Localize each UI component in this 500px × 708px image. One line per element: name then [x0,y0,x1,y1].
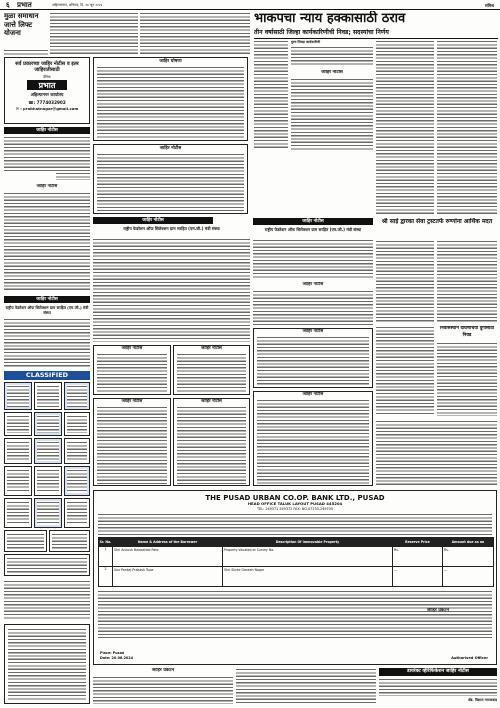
notice-box [173,398,250,486]
bank-table [98,537,494,587]
masthead [0,0,500,10]
classified-ad [64,438,90,464]
notice-box [93,398,171,486]
classified-ad [34,382,62,410]
classified-ad [34,412,62,436]
main-headline: भाकपचा न्याय हक्कासाठी ठराव [254,11,406,26]
notice-header: जाहिर नोटीस [4,127,90,134]
table-header: Sr. No. [99,537,113,546]
table-cell: 2 [99,566,113,586]
bank-notice [93,490,497,665]
classified-ad [4,554,90,576]
bank-subtitle: HEAD OFFICE TALUK LAYOUT PUSAD 445204 [247,501,343,506]
classified-ad [49,530,90,552]
bank-intro-text [98,513,492,535]
right-story-subheadline: निवासस्थान दोघणाचर्या दुर्गासाठी निवड [439,326,495,338]
ghoshana-header: जाहिर घोषणा [159,59,182,64]
table-cell: Sau Pankaj Prakash Tupe [113,566,223,586]
ad-line1: सर्व प्रकारच्या जाहिर नोटीस व इतर जाहिरातीसाठी [15,61,79,73]
notice-text [4,136,90,172]
classified-ad [4,498,32,528]
bank-date: Date: 20.06.2024 [100,655,134,660]
ghoshana-box [93,57,248,141]
classified-ad [64,466,90,496]
notice-text [4,318,90,368]
bank-signatory: Authorised Officer [451,655,488,660]
notice-text [253,239,373,279]
table-row [99,546,494,566]
table-header: Name & Address of the Borrower [113,537,223,546]
notice-header: जाहिर नोटीस [4,296,90,303]
classified-ad [34,466,62,496]
notice-box [93,144,248,214]
notice-text [93,238,250,342]
bank-name: THE PUSAD URBAN CO.OP. BANK LTD., PUSAD [205,494,385,502]
article-text [376,326,434,416]
notice-text [4,580,90,620]
table-cell: 1 [99,546,113,566]
classified-ad [64,498,90,528]
ad-line3: अहिल्यानगर कार्यालय [30,92,64,98]
article-text [437,40,497,216]
article-text [254,40,288,150]
classified-ad [4,438,32,464]
bottom-right-title: डायरेक्ट व्हेरिफिकेशन जाहिर नोटीस [379,668,497,676]
company-title: राष्ट्रीय फेडरेशन ऑफ सिलेक्शन ग्राम सरहित (एम.जी.) मंत्री संस्था [123,226,220,231]
advocate-name: ॲड. विशाल गायकवाड [467,698,497,702]
company-title: राष्ट्रीय फेडरेशन ऑफ सिलेक्शन ग्राम सरहित (एम.जी.) मंत्री संस्था [5,305,89,315]
notice-header: जाहिर नोटीस [302,329,324,334]
company-title: राष्ट्रीय फेडरेशन ऑफ सिलेक्शन ग्राम सरहित (एम.जी.) मंत्री संस्था [264,227,362,232]
table-row [99,566,494,586]
top-left-headline: मुळा समाधान जात्ते लिफ्ट योजना [4,12,39,37]
right-story-headline: श्री साई द्वारका सेवा ट्रस्टतर्फे रुग्णांना आर्थिक मदत [381,218,493,225]
ghoshana-text [97,66,244,138]
paper-name: प्रभात [17,1,32,9]
table-cell: Rs. [393,546,443,566]
section-header: जाहिर नोटीस [36,184,58,189]
notice-text [93,676,233,704]
article-text [437,342,497,416]
prakatan-header: जाहिर प्रकटन [151,668,175,673]
classified-ad [4,466,32,496]
table-header: Reserve Price [393,537,443,546]
classified-ad [4,382,32,410]
notice-box [253,328,373,388]
edition-info: अहिल्यानगर, शनिवार, दि. २४ जून २०२४ [52,3,103,7]
table-cell: — [443,566,494,586]
table-cell: Shri Ankush Balasaheb Pate [113,546,223,566]
notice-text [4,192,90,292]
section-label: संमिश्र [485,2,494,8]
classified-ad [64,382,90,410]
prabhat-ad-box [4,57,90,124]
classified-ad [4,530,47,552]
notice-header: जाहिर नोटीस [159,146,182,151]
classified-header: CLASSIFIED [4,371,90,380]
bank-contact: TEL: 249371 249372 FAX: NO.07233-249705 [257,506,333,511]
main-subheadline: तीन वर्षासाठी जिल्हा कार्यकारिणीची निवड; सदस्यांचा निर्णय [254,29,389,36]
notice-header: जाहिर नोटीस [93,217,213,224]
notice-box [4,624,90,704]
notice-text [236,668,376,704]
table-header: Amount due as on [443,537,494,546]
notice-header: जाहिर नोटीस [121,346,143,351]
notice-box [253,391,373,486]
notice-header: जाहिर नोटीस [201,399,222,404]
notice-header: जाहिर नोटीस [321,70,343,75]
article-text [140,12,250,55]
prakatan-header: जाहिर प्रकटन [426,608,450,613]
article-text [376,240,434,322]
table-cell: Property situated at Survey No. [223,546,393,566]
table-cell: Shri Shree Ganesh Nagar [223,566,393,586]
notice-box [173,345,250,395]
classified-ad [34,498,62,528]
classified-ad [4,412,32,436]
page-number: ६ [6,1,10,9]
notice-header: जाहिर नोटीस [201,346,222,351]
article-text [4,49,48,56]
ad-line2: दैनिक [43,75,51,79]
prabhat-logo: प्रभात [27,80,67,90]
subhead-col3: मुल्य जिल्हा कार्यकारिणी [291,40,321,44]
notice-header: जाहिर नोटीस [302,282,324,287]
table-cell: Rs. [443,546,494,566]
bank-place: Place: Pusad [100,650,125,655]
table-cell: — [393,566,443,586]
article-text [376,40,434,216]
notice-box [93,345,171,395]
notice-text [253,290,373,326]
notice-header: जाहिर नोटीस [121,399,143,404]
article-text [50,12,138,55]
ad-phone: ☎: 7774032902 [28,99,66,105]
notice-text [379,678,497,696]
table-header: Description Of Immovable Property [223,537,393,546]
classified-ad [64,412,90,436]
notice-header: जाहिर नोटीस [302,392,324,397]
classified-ad [34,438,62,464]
notice-text [291,78,373,150]
article-text [291,46,373,67]
table-header-row [99,537,494,546]
notice-text [56,172,90,180]
divider [254,38,498,39]
notice-text [376,420,497,486]
notice-header: जाहिर नोटीस [253,218,373,225]
article-text [437,240,497,322]
ad-email: ✉ : prabhatnagar@gmail.com [15,105,79,111]
